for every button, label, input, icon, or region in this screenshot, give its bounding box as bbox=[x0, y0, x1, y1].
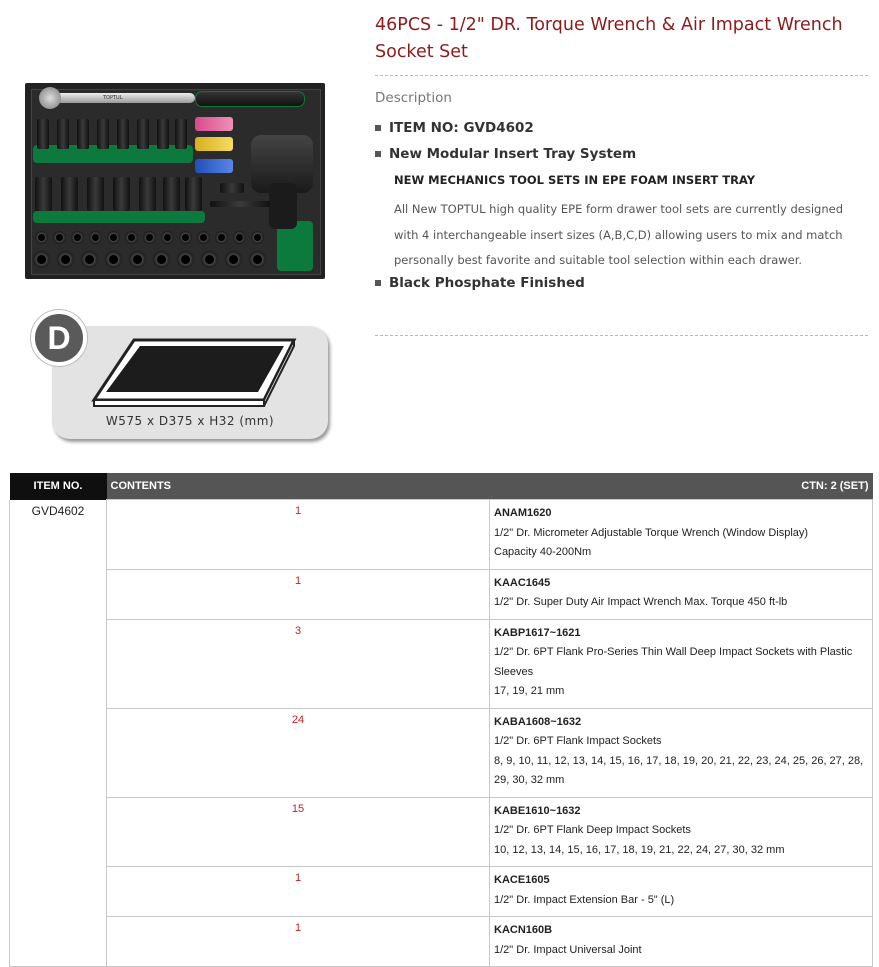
component-cell bbox=[490, 708, 873, 797]
impact-socket bbox=[105, 251, 122, 268]
pink-sleeve-socket bbox=[195, 117, 233, 131]
impact-socket bbox=[143, 231, 156, 244]
impact-socket bbox=[233, 231, 246, 244]
deep-impact-socket bbox=[163, 177, 180, 211]
part-description: 1/2" Dr. 6PT Flank Pro-Series Thin Wall Deep Impact Sockets with Plastic Sleeves bbox=[494, 646, 853, 678]
quantity-cell: 1 bbox=[107, 500, 490, 570]
torque-wrench-grip bbox=[195, 91, 305, 107]
item-number-cell: GVD4602 bbox=[10, 500, 107, 967]
foam-green-strip bbox=[33, 211, 205, 223]
part-code: KABE1610~1632 bbox=[494, 804, 581, 817]
impact-socket bbox=[201, 251, 218, 268]
bullet-square-icon bbox=[375, 125, 381, 131]
part-description: 1/2" Dr. Impact Universal Joint bbox=[494, 943, 642, 956]
blue-sleeve-socket bbox=[195, 159, 233, 173]
feature-description: All New TOPTUL high quality EPE form drawer tool sets are currently designed with 4 interchangeable insert sizes (A,B,C,D) allowing users to mix and match personally best favorite and suitable tool selection within each drawer. bbox=[394, 202, 843, 267]
deep-socket bbox=[97, 119, 109, 149]
impact-socket bbox=[153, 251, 170, 268]
contents-header bbox=[107, 473, 873, 500]
component-cell bbox=[490, 500, 873, 570]
deep-socket bbox=[37, 119, 49, 149]
torque-wrench-head bbox=[39, 87, 61, 109]
impact-socket bbox=[125, 231, 138, 244]
component-cell bbox=[490, 917, 873, 967]
deep-socket bbox=[57, 119, 69, 149]
divider bbox=[375, 75, 868, 76]
tray-dimensions: W575 x D375 x H32 (mm) bbox=[105, 414, 275, 428]
deep-impact-socket bbox=[61, 177, 78, 211]
impact-socket bbox=[179, 231, 192, 244]
impact-socket bbox=[71, 231, 84, 244]
feature-bullet bbox=[375, 146, 636, 162]
impact-socket bbox=[89, 231, 102, 244]
deep-socket bbox=[175, 119, 187, 149]
finish-bullet bbox=[375, 275, 585, 291]
component-cell bbox=[490, 797, 873, 867]
part-code: KACE1605 bbox=[494, 874, 550, 886]
product-title: 46PCS - 1/2" DR. Torque Wrench & Air Impact Wrench Socket Set bbox=[375, 15, 843, 62]
impact-socket bbox=[35, 231, 48, 244]
item-no-header: ITEM NO. bbox=[10, 473, 107, 500]
part-detail: Capacity 40-200Nm bbox=[494, 546, 592, 558]
wrench-brand-label: TOPTUL bbox=[103, 95, 123, 101]
impact-socket bbox=[129, 251, 146, 268]
table-row bbox=[10, 917, 873, 967]
impact-socket bbox=[249, 251, 266, 268]
bullet-square-icon bbox=[375, 280, 381, 286]
impact-socket bbox=[177, 251, 194, 268]
product-photo bbox=[25, 83, 325, 279]
table-row bbox=[10, 569, 873, 619]
deep-impact-socket bbox=[87, 177, 104, 211]
impact-socket bbox=[33, 251, 50, 268]
part-code: KAAC1645 bbox=[494, 576, 551, 589]
drawer-tray-icon bbox=[88, 336, 298, 408]
impact-wrench-handle bbox=[269, 183, 297, 229]
item-number-bullet bbox=[375, 120, 534, 136]
tray-size-letter: D bbox=[31, 310, 87, 366]
quantity-cell: 1 bbox=[107, 867, 490, 917]
quantity-cell: 24 bbox=[107, 708, 490, 797]
table-row bbox=[10, 867, 873, 917]
part-code: KACN160B bbox=[494, 924, 553, 936]
table-header-row bbox=[10, 473, 873, 500]
part-description: 1/2" Dr. 6PT Flank Deep Impact Sockets bbox=[494, 824, 691, 836]
deep-socket bbox=[117, 119, 129, 149]
quantity-cell: 15 bbox=[107, 797, 490, 867]
extension-bar bbox=[210, 201, 270, 207]
impact-socket bbox=[81, 251, 98, 268]
quantity-cell: 3 bbox=[107, 619, 490, 708]
part-code: ANAM1620 bbox=[494, 507, 552, 519]
impact-socket bbox=[251, 231, 264, 244]
contents-header-label: CONTENTS bbox=[110, 480, 171, 492]
component-cell bbox=[490, 867, 873, 917]
table-row bbox=[10, 797, 873, 867]
component-cell bbox=[490, 619, 873, 708]
part-code: KABP1617~1621 bbox=[494, 626, 581, 639]
table-row bbox=[10, 708, 873, 797]
bullet-square-icon bbox=[375, 151, 381, 157]
deep-impact-socket bbox=[113, 177, 130, 211]
table-row bbox=[10, 619, 873, 708]
deep-socket bbox=[157, 119, 169, 149]
feature-subheading: NEW MECHANICS TOOL SETS IN EPE FOAM INSERT TRAY bbox=[394, 173, 756, 187]
part-description: 1/2" Dr. Super Duty Air Impact Wrench Max. Torque 450 ft-lb bbox=[494, 596, 788, 608]
universal-joint bbox=[220, 183, 244, 193]
deep-impact-socket bbox=[35, 177, 52, 211]
deep-socket bbox=[77, 119, 89, 149]
deep-impact-socket bbox=[185, 177, 202, 211]
component-cell bbox=[490, 569, 873, 619]
part-description: 1/2" Dr. Impact Extension Bar - 5" (L) bbox=[494, 893, 675, 906]
feature-text: New Modular Insert Tray System bbox=[389, 146, 637, 162]
impact-socket bbox=[53, 231, 66, 244]
deep-socket bbox=[137, 119, 149, 149]
part-detail: 8, 9, 10, 11, 12, 13, 14, 15, 16, 17, 18, 19, 20, 21, 22, 23, 24, 25, 26, 27, 28, 29, 30, 32 mm bbox=[494, 754, 864, 786]
finish-text: Black Phosphate Finished bbox=[389, 275, 585, 291]
part-description: 1/2" Dr. Micrometer Adjustable Torque Wrench (Window Display) bbox=[494, 526, 809, 539]
contents-table bbox=[9, 473, 873, 967]
item-number-text: ITEM NO: GVD4602 bbox=[389, 120, 534, 136]
impact-socket bbox=[197, 231, 210, 244]
table-row bbox=[10, 500, 873, 570]
part-description: 1/2" Dr. 6PT Flank Impact Sockets bbox=[494, 735, 662, 747]
impact-socket bbox=[107, 231, 120, 244]
impact-socket bbox=[161, 231, 174, 244]
divider bbox=[375, 335, 868, 336]
impact-socket bbox=[225, 251, 242, 268]
deep-impact-socket bbox=[139, 177, 156, 211]
part-code: KABA1608~1632 bbox=[494, 715, 582, 728]
yellow-sleeve-socket bbox=[195, 137, 233, 151]
part-detail: 17, 19, 21 mm bbox=[494, 685, 565, 697]
quantity-cell: 1 bbox=[107, 569, 490, 619]
quantity-cell: 1 bbox=[107, 917, 490, 967]
part-detail: 10, 12, 13, 14, 15, 16, 17, 18, 19, 21, 22, 24, 27, 30, 32 mm bbox=[494, 843, 785, 856]
description-label: Description bbox=[375, 90, 452, 106]
carton-quantity: CTN: 2 (SET) bbox=[801, 480, 869, 492]
impact-socket bbox=[57, 251, 74, 268]
impact-socket bbox=[215, 231, 228, 244]
